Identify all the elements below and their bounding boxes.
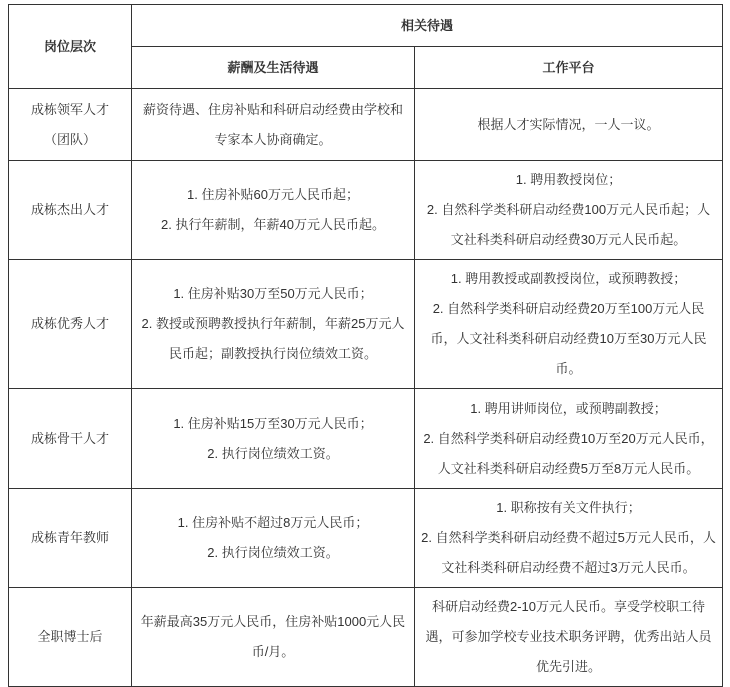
salary-item: 1. 住房补贴60万元人民币起；	[187, 187, 359, 202]
platform-cell	[415, 588, 723, 687]
position-level-text: 成栋杰出人才	[30, 202, 109, 217]
salary-item: 年薪最高35万元人民币，住房补贴1000元人民币/月。	[140, 614, 406, 659]
position-level-cell	[9, 89, 132, 161]
position-level-cell	[9, 588, 132, 687]
position-level-text: 全职博士后	[37, 629, 103, 644]
table-row-backbone-talent	[9, 389, 723, 489]
platform-item: 2. 自然科学类科研启动经费不超过5万元人民币，人文社科类科研启动经费不超过3万元人民币。	[421, 530, 716, 575]
salary-item: 2. 执行年薪制，年薪40万元人民币起。	[161, 217, 385, 232]
salary-item: 1. 住房补贴15万至30万元人民币；	[173, 415, 373, 431]
platform-cell	[415, 89, 723, 161]
salary-cell	[132, 260, 415, 389]
platform-cell	[415, 489, 723, 588]
platform-cell	[415, 161, 723, 260]
platform-item: 2. 自然科学类科研启动经费20万至100万元人民币，人文社科类科研启动经费10万至30万元人民币。	[430, 301, 707, 376]
salary-item: 薪资待遇、住房补贴和科研启动经费由学校和专家本人协商确定。	[142, 101, 403, 147]
position-level-text: 成栋骨干人才	[30, 430, 109, 446]
platform-item: 2. 自然科学类科研启动经费100万元人民币起；人文社科类科研启动经费30万元人民币起。	[426, 202, 711, 247]
salary-cell	[132, 161, 415, 260]
salary-item: 1. 住房补贴30万至50万元人民币；	[173, 286, 373, 301]
position-level-cell	[9, 161, 132, 260]
salary-item: 2. 执行岗位绩效工资。	[207, 445, 339, 461]
header-position-level: 岗位层次	[9, 5, 132, 89]
salary-cell	[132, 389, 415, 489]
position-level-text: （团队）	[43, 131, 96, 147]
salary-cell	[132, 489, 415, 588]
platform-item: 1. 职称按有关文件执行；	[496, 500, 641, 515]
salary-cell	[132, 588, 415, 687]
salary-item: 2. 执行岗位绩效工资。	[207, 545, 339, 560]
header-row-1	[9, 5, 723, 47]
header-work-platform: 工作平台	[415, 47, 723, 89]
page	[0, 4, 730, 674]
position-level-text: 成栋优秀人才	[30, 316, 109, 331]
position-level-text: 成栋领军人才	[30, 101, 109, 117]
platform-item: 1. 聘用教授或副教授岗位，或预聘教授；	[450, 271, 687, 286]
table-row-young-teacher	[9, 489, 723, 588]
table-row-excellent-talent	[9, 260, 723, 389]
table-row-distinguished-talent	[9, 161, 723, 260]
platform-item: 2. 自然科学类科研启动经费10万至20万元人民币，人文社科类科研启动经费5万至8万元人民币。	[423, 430, 714, 476]
platform-cell	[415, 260, 723, 389]
salary-cell	[132, 89, 415, 161]
platform-item: 科研启动经费2-10万元人民币。享受学校职工待遇，可参加学校专业技术职务评聘，优秀出站人员优先引进。	[425, 599, 712, 674]
platform-cell	[415, 389, 723, 489]
position-level-cell	[9, 389, 132, 489]
table-row-postdoc	[9, 588, 723, 687]
table-row-leading-talent	[9, 89, 723, 161]
position-level-cell	[9, 260, 132, 389]
salary-item: 1. 住房补贴不超过8万元人民币；	[177, 515, 369, 530]
platform-item: 1. 聘用教授岗位；	[515, 172, 622, 187]
platform-item: 根据人才实际情况，一人一议。	[477, 116, 660, 132]
salary-item: 2. 教授或预聘教授执行年薪制，年薪25万元人民币起；副教授执行岗位绩效工资。	[141, 316, 405, 361]
header-related-treatment: 相关待遇	[132, 5, 723, 47]
talent-treatment-table	[8, 4, 723, 687]
position-level-text: 成栋青年教师	[30, 530, 109, 545]
header-salary-living: 薪酬及生活待遇	[132, 47, 415, 89]
position-level-cell	[9, 489, 132, 588]
platform-item: 1. 聘用讲师岗位，或预聘副教授；	[470, 400, 667, 416]
